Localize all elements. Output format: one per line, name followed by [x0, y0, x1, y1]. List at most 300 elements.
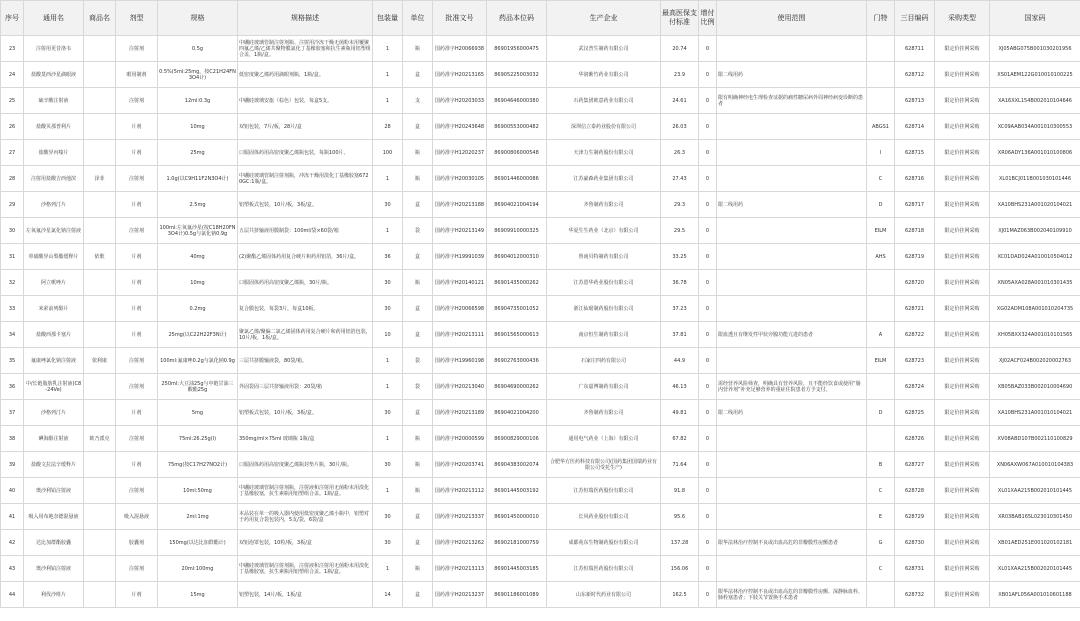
table-cell: 限定价挂网采购 [935, 452, 990, 478]
table-cell: 瓶 [403, 426, 433, 452]
table-cell: 胶囊剂 [116, 530, 158, 556]
column-header: 规格 [158, 1, 238, 36]
table-row [1, 244, 1080, 270]
table-cell: 0 [699, 36, 717, 62]
table-cell: 瓶 [403, 270, 433, 296]
table-cell [717, 296, 867, 322]
table-cell: 江苏恒瑞医药股份有限公司 [547, 556, 661, 582]
table-cell: 30 [373, 452, 403, 478]
table-cell: 碘海醇注射液 [24, 426, 84, 452]
table-cell: 150mg(以达比加群酯计) [158, 530, 238, 556]
table-cell [84, 504, 116, 530]
table-cell: EILM [867, 218, 895, 244]
table-cell [717, 556, 867, 582]
table-cell: 盒 [403, 114, 433, 140]
table-cell: 限定价挂网采购 [935, 192, 990, 218]
table-cell: 1 [373, 166, 403, 192]
table-cell [717, 270, 867, 296]
table-cell: 国药准字H20213149 [433, 218, 487, 244]
table-cell: 南京恒生制药有限公司 [547, 322, 661, 348]
table-row [1, 322, 1080, 348]
table-cell: 片剂 [116, 270, 158, 296]
table-cell: 限华法林治疗控制不良或出血高危的非瓣膜性房颤、深静脉血栓、肺栓塞患者；下肢关节置换手术患者 [717, 582, 867, 608]
table-cell: 注射用更昔洛韦 [24, 36, 84, 62]
table-cell: 瓶 [403, 36, 433, 62]
table-cell: 0 [699, 62, 717, 88]
table-cell [867, 582, 895, 608]
table-cell: 86901956000475 [487, 36, 547, 62]
table-row [1, 478, 1080, 504]
table-cell: 限定价挂网采购 [935, 140, 990, 166]
table-cell: 盐酸文拉法辛缓释片 [24, 452, 84, 478]
table-cell: 628730 [895, 530, 935, 556]
table-cell [84, 270, 116, 296]
table-cell: 0 [699, 374, 717, 400]
table-cell: 双铝泡罩包装，10粒/板，3板/盒 [238, 530, 373, 556]
table-cell: 浙江仙琚制药股份有限公司 [547, 296, 661, 322]
table-row [1, 62, 1080, 88]
table-cell: 628715 [895, 140, 935, 166]
table-cell: 71.64 [661, 452, 699, 478]
table-cell: 米索前列醇片 [24, 296, 84, 322]
table-cell: 国药准字H20213189 [433, 400, 487, 426]
table-cell: 5mg [158, 400, 238, 426]
table-cell: 国药准字H19991039 [433, 244, 487, 270]
table-cell: 片剂 [116, 296, 158, 322]
table-cell: 86900553000482 [487, 114, 547, 140]
table-cell: 0.2mg [158, 296, 238, 322]
table-cell: 628716 [895, 166, 935, 192]
table-cell: 37.23 [661, 296, 699, 322]
table-cell: 36 [373, 244, 403, 270]
table-cell: 氟康唑氯化钠注射液 [24, 348, 84, 374]
table-cell: 低密度聚乙烯药用滴眼剂瓶，1瓶/盒。 [238, 62, 373, 88]
table-cell: 86901445003185 [487, 556, 547, 582]
table-cell: 片剂 [116, 140, 158, 166]
table-cell: 86900829000106 [487, 426, 547, 452]
table-cell: 41 [1, 504, 24, 530]
table-row [1, 192, 1080, 218]
table-cell: 628723 [895, 348, 935, 374]
table-cell: 36 [1, 374, 24, 400]
table-cell: B [867, 452, 895, 478]
table-cell: 国药准字H20203033 [433, 88, 487, 114]
table-cell: 国药准字H20203741 [433, 452, 487, 478]
table-cell: 单硝酸异山梨酯缓释片 [24, 244, 84, 270]
table-cell: 628724 [895, 374, 935, 400]
table-row [1, 374, 1080, 400]
table-cell: 国药准字H20213237 [433, 582, 487, 608]
table-cell: 沙格列汀片 [24, 192, 84, 218]
table-cell: XJ05ABG075B001030201956 [990, 36, 1080, 62]
table-cell: XG02ADM108A001010204735 [990, 296, 1080, 322]
table-cell: 天津力生制药股份有限公司 [547, 140, 661, 166]
table-cell: 1 [373, 426, 403, 452]
table-cell [84, 140, 116, 166]
table-cell: 限定价挂网采购 [935, 504, 990, 530]
table-cell: 片剂 [116, 192, 158, 218]
table-cell: 0 [699, 270, 717, 296]
table-cell: 350mg/ml×75ml 玻璃瓶 1瓶/盒 [238, 426, 373, 452]
table-cell: 0 [699, 322, 717, 348]
table-cell: XR03BAB165L023010301450 [990, 504, 1080, 530]
table-cell: 注射剂 [116, 478, 158, 504]
table-cell: 86901435000262 [487, 270, 547, 296]
table-cell [84, 582, 116, 608]
table-cell: E [867, 504, 895, 530]
table-cell: 瓶 [403, 478, 433, 504]
column-header: 剂型 [116, 1, 158, 36]
table-cell: 盐酸贝那普利片 [24, 114, 84, 140]
table-cell: XB01AFL056A001010601188 [990, 582, 1080, 608]
table-cell: 限定价挂网采购 [935, 374, 990, 400]
table-cell: 27.43 [661, 166, 699, 192]
table-cell: 限定价挂网采购 [935, 62, 990, 88]
table-cell: 0 [699, 218, 717, 244]
table-cell [867, 426, 895, 452]
table-row [1, 296, 1080, 322]
table-cell: 86909910000325 [487, 218, 547, 244]
table-cell: 国药准字H20213113 [433, 556, 487, 582]
table-cell: 15mg [158, 582, 238, 608]
table-cell: D [867, 400, 895, 426]
table-cell: 86901450000010 [487, 504, 547, 530]
table-cell: 0 [699, 88, 717, 114]
table-cell: 瓶 [403, 140, 433, 166]
table-cell: 盐酸异丙嗪片 [24, 140, 84, 166]
table-cell: 0 [699, 400, 717, 426]
column-header: 三目编码 [895, 1, 935, 36]
table-row [1, 114, 1080, 140]
table-cell: 95.6 [661, 504, 699, 530]
table-cell: 限华法林治疗控制不良或出血高危的非瓣膜性房颤患者 [717, 530, 867, 556]
table-cell: 五层共挤输液用膜制袋：100ml/袋×60袋/箱 [238, 218, 373, 244]
table-row [1, 140, 1080, 166]
column-header: 门特 [867, 1, 895, 36]
table-cell: 86904690000262 [487, 374, 547, 400]
table-cell [84, 322, 116, 348]
table-cell [84, 36, 116, 62]
table-cell: 0 [699, 192, 717, 218]
table-cell: 23 [1, 36, 24, 62]
table-cell: 1 [373, 374, 403, 400]
table-cell: XB05BAZ033B002010004690 [990, 374, 1080, 400]
table-cell: 深圳信立泰药业股份有限公司 [547, 114, 661, 140]
table-row [1, 426, 1080, 452]
table-cell: 广东嘉博制药有限公司 [547, 374, 661, 400]
table-cell: 限定价挂网采购 [935, 88, 990, 114]
table-cell: 10mg [158, 114, 238, 140]
table-cell: 需经营养风险筛查，明确具有营养风险，且不能经饮食或使用“肠内营养剂”补充足够营养的重症住院患者方予支付。 [717, 374, 867, 400]
table-cell: 支 [403, 88, 433, 114]
table-cell: 0 [699, 140, 717, 166]
table-cell [84, 478, 116, 504]
table-cell: 国药准字H20213188 [433, 192, 487, 218]
table-cell: 欧乃派克 [84, 426, 116, 452]
table-cell: 左氧氟沙星氯化钠注射液 [24, 218, 84, 244]
table-cell: 铝塑板式包装，10片/板，3板/盒。 [238, 400, 373, 426]
table-cell: 86904646000380 [487, 88, 547, 114]
table-cell: 国药准字H20213112 [433, 478, 487, 504]
table-cell: 注射剂 [116, 556, 158, 582]
table-cell: 2.5mg [158, 192, 238, 218]
table-cell: 31 [1, 244, 24, 270]
table-cell: 注射剂 [116, 166, 158, 192]
table-cell: 盒 [403, 400, 433, 426]
table-cell: 片剂 [116, 452, 158, 478]
table-cell: 30 [373, 530, 403, 556]
table-cell [84, 192, 116, 218]
table-cell: 限定价挂网采购 [935, 556, 990, 582]
table-cell: 86904735001052 [487, 296, 547, 322]
table-cell: 67.82 [661, 426, 699, 452]
table-cell: 32 [1, 270, 24, 296]
table-cell: 注射剂 [116, 88, 158, 114]
table-cell: 限定价挂网采购 [935, 322, 990, 348]
table-cell: 铝塑包装，14片/板，1板/盒 [238, 582, 373, 608]
column-header: 采购类型 [935, 1, 990, 36]
table-cell: 86901565000613 [487, 322, 547, 348]
table-cell: 43 [1, 556, 24, 582]
table-cell: 本品装在单一的吸入器内使用低密度聚乙烯小瓶中，铝塑对于药用复合袋包装内，5支/袋，6袋/盒 [238, 504, 373, 530]
table-cell: 30 [373, 270, 403, 296]
table-cell: 1 [373, 218, 403, 244]
table-cell: C [867, 166, 895, 192]
table-cell: 25mg [158, 140, 238, 166]
table-cell: 628721 [895, 296, 935, 322]
table-cell: 44 [1, 582, 24, 608]
table-cell: 利伐沙班片 [24, 582, 84, 608]
table-cell [867, 88, 895, 114]
table-cell: 瓶 [403, 556, 433, 582]
table-cell [84, 452, 116, 478]
table-cell: 628732 [895, 582, 935, 608]
table-cell: 0 [699, 426, 717, 452]
table-cell: 28 [1, 166, 24, 192]
table-cell [867, 62, 895, 88]
table-cell: 30 [373, 296, 403, 322]
table-cell: 44.9 [661, 348, 699, 374]
table-cell: ABGS1 [867, 114, 895, 140]
table-cell: 1.0g(以C9H11F2N3O4计) [158, 166, 238, 192]
table-cell: 武汉普生制药有限公司 [547, 36, 661, 62]
table-cell: 限定价挂网采购 [935, 114, 990, 140]
table-cell: 36.78 [661, 270, 699, 296]
table-cell: 30 [1, 218, 24, 244]
table-cell: 628727 [895, 452, 935, 478]
table-cell: 吸入用布地奈德混悬液 [24, 504, 84, 530]
table-cell: 国药准字H20213040 [433, 374, 487, 400]
table-cell [717, 452, 867, 478]
table-cell: 2ml:1mg [158, 504, 238, 530]
table-cell: 注射剂 [116, 348, 158, 374]
table-cell [717, 114, 867, 140]
table-cell [84, 374, 116, 400]
table-cell: 46.13 [661, 374, 699, 400]
table-cell: 27 [1, 140, 24, 166]
table-cell: 泽菲 [84, 166, 116, 192]
table-cell: 0 [699, 452, 717, 478]
table-cell: 国药准字H20066598 [433, 296, 487, 322]
table-cell: XV08ABD107B002110100829 [990, 426, 1080, 452]
table-row [1, 88, 1080, 114]
table-cell: 依利康 [84, 348, 116, 374]
table-cell: 限二线用药 [717, 192, 867, 218]
table-cell: 限定价挂网采购 [935, 426, 990, 452]
table-cell: 156.06 [661, 556, 699, 582]
table-cell [717, 348, 867, 374]
table-cell: 山东新时代药业有限公司 [547, 582, 661, 608]
table-cell: 628728 [895, 478, 935, 504]
table-cell: 眼用制剂 [116, 62, 158, 88]
table-cell: XL01XAA215B002010101445 [990, 478, 1080, 504]
table-cell: 限定价挂网采购 [935, 218, 990, 244]
table-cell: 袋 [403, 218, 433, 244]
table-cell: 86901446000086 [487, 166, 547, 192]
table-cell: 奥沙利铂注射液 [24, 556, 84, 582]
table-cell: 沙格列汀片 [24, 400, 84, 426]
table-cell: 国药准字H20030105 [433, 166, 487, 192]
table-cell: 限定价挂网采购 [935, 400, 990, 426]
table-cell: 江苏恩华药业股份有限公司 [547, 270, 661, 296]
table-cell: 628713 [895, 88, 935, 114]
column-header: 规格描述 [238, 1, 373, 36]
table-cell: XJ01MAZ063B002040109910 [990, 218, 1080, 244]
table-cell: 86901445003192 [487, 478, 547, 504]
table-cell: D [867, 192, 895, 218]
table-cell: 137.28 [661, 530, 699, 556]
table-cell: 片剂 [116, 114, 158, 140]
table-cell: 34 [1, 322, 24, 348]
table-cell: XC01DAD024A010010504012 [990, 244, 1080, 270]
table-row [1, 270, 1080, 296]
table-cell: XL01XAA215B002020101445 [990, 556, 1080, 582]
table-cell [84, 88, 116, 114]
header-row [1, 1, 1080, 36]
table-cell: 齐鲁制药有限公司 [547, 192, 661, 218]
table-cell: 石家庄四药有限公司 [547, 348, 661, 374]
table-cell: 14 [373, 582, 403, 608]
table-cell: 江苏恒瑞医药股份有限公司 [547, 478, 661, 504]
table-cell: 限定价挂网采购 [935, 166, 990, 192]
table-cell: 628719 [895, 244, 935, 270]
column-header: 使用范围 [717, 1, 867, 36]
table-cell [717, 36, 867, 62]
table-cell: 国药准字H20243648 [433, 114, 487, 140]
table-cell [84, 62, 116, 88]
table-cell: 盒 [403, 62, 433, 88]
table-cell: 盒 [403, 296, 433, 322]
table-cell: 0 [699, 556, 717, 582]
table-cell: 26 [1, 114, 24, 140]
table-cell: 37 [1, 400, 24, 426]
table-cell: 华夏生生药业（北京）有限公司 [547, 218, 661, 244]
column-header: 批准文号 [433, 1, 487, 36]
table-cell: 0 [699, 582, 717, 608]
table-cell: 国药准字H20140121 [433, 270, 487, 296]
table-cell: 国药准字H20213262 [433, 530, 487, 556]
table-cell [717, 140, 867, 166]
table-cell: 24 [1, 62, 24, 88]
table-cell: (2)聚酯乙烯固体药用复合硬片和药用铝箔，36片/盒。 [238, 244, 373, 270]
table-cell: 628725 [895, 400, 935, 426]
table-cell: 0 [699, 504, 717, 530]
table-cell: 注射用盐酸吉西他滨 [24, 166, 84, 192]
table-cell: 162.5 [661, 582, 699, 608]
table-cell: 国药准字H19960198 [433, 348, 487, 374]
column-header: 增付比例 [699, 1, 717, 36]
table-cell: 35 [1, 348, 24, 374]
table-cell [717, 504, 867, 530]
table-cell: 628711 [895, 36, 935, 62]
table-cell: 国药准字H12020237 [433, 140, 487, 166]
table-cell: 0 [699, 478, 717, 504]
table-cell: 复合膜包装，每袋3片，每盒10板。 [238, 296, 373, 322]
column-header: 国家码 [990, 1, 1080, 36]
table-cell: 39 [1, 452, 24, 478]
table-cell: 26.03 [661, 114, 699, 140]
table-cell: 33 [1, 296, 24, 322]
table-cell: 28 [373, 114, 403, 140]
table-cell: 中硼硅玻璃管制注射剂瓶，冲冻干燥用溴化丁基橡胶塞6720GC:1瓶/盒。 [238, 166, 373, 192]
table-cell: 中硼硅玻璃管制注射剂瓶，注射液和注射用无菌粉末用溴化丁基橡胶塞，抗生素瓶用铝塑组合盖。1瓶/盒。 [238, 556, 373, 582]
table-cell: 限定价挂网采购 [935, 270, 990, 296]
table-cell: 100ml:氟康唑0.2g与氯化钠0.9g [158, 348, 238, 374]
table-row [1, 36, 1080, 62]
table-cell [84, 218, 116, 244]
table-cell: 中硼硅玻璃管制注射剂瓶，注射液和注射用无菌粉末用溴化丁基橡胶塞，抗生素瓶用铝塑组合盖。1瓶/盒。 [238, 478, 373, 504]
table-cell: 口服固体药用高密度聚乙烯瓶封垫片瓶，30片/瓶。 [238, 452, 373, 478]
table-cell: 0 [699, 244, 717, 270]
table-cell: 0 [699, 166, 717, 192]
table-cell: 瓶 [403, 166, 433, 192]
table-cell: EILM [867, 348, 895, 374]
table-cell: 30 [373, 192, 403, 218]
table-cell: XA10BHS231A001010104021 [990, 400, 1080, 426]
table-cell: 628731 [895, 556, 935, 582]
table-cell: XS01AEM122G010010100225 [990, 62, 1080, 88]
table-cell: 盒 [403, 322, 433, 348]
table-cell: 盒 [403, 582, 433, 608]
table-cell: 86904383002074 [487, 452, 547, 478]
table-cell: 华润紫竹药业有限公司 [547, 62, 661, 88]
table-cell: 国药准字H20213337 [433, 504, 487, 530]
table-row [1, 504, 1080, 530]
table-cell: 限定价挂网采购 [935, 36, 990, 62]
table-cell: 注射剂 [116, 374, 158, 400]
table-cell: XR06ADY136A001010100806 [990, 140, 1080, 166]
table-cell: 袋 [403, 348, 433, 374]
table-cell: 限二线用药 [717, 62, 867, 88]
table-cell: 片剂 [116, 400, 158, 426]
table-cell: 盐酸西那卡塞片 [24, 322, 84, 348]
table-cell: 片剂 [116, 322, 158, 348]
table-cell: 合肥华方医药科技有限公司(国药集团国瑞药业有限公司受托生产) [547, 452, 661, 478]
table-cell: 限定价挂网采购 [935, 582, 990, 608]
table-cell: 限血透且有继发性甲状旁腺功能亢进的患者 [717, 322, 867, 348]
table-cell: 75mg(按C17H27NO2计) [158, 452, 238, 478]
table-cell: 628722 [895, 322, 935, 348]
table-cell: 10ml:50mg [158, 478, 238, 504]
table-cell: 100ml:左氧氟沙星(按C18H20FN3O4计)0.5g与氯化钠0.9g [158, 218, 238, 244]
table-cell [84, 556, 116, 582]
table-cell: 25 [1, 88, 24, 114]
table-cell: 成都苑东生物制药股份有限公司 [547, 530, 661, 556]
table-cell: I [867, 140, 895, 166]
table-cell: 长风药业股份有限公司 [547, 504, 661, 530]
column-header: 单位 [403, 1, 433, 36]
table-cell: 通用电气药业（上海）有限公司 [547, 426, 661, 452]
